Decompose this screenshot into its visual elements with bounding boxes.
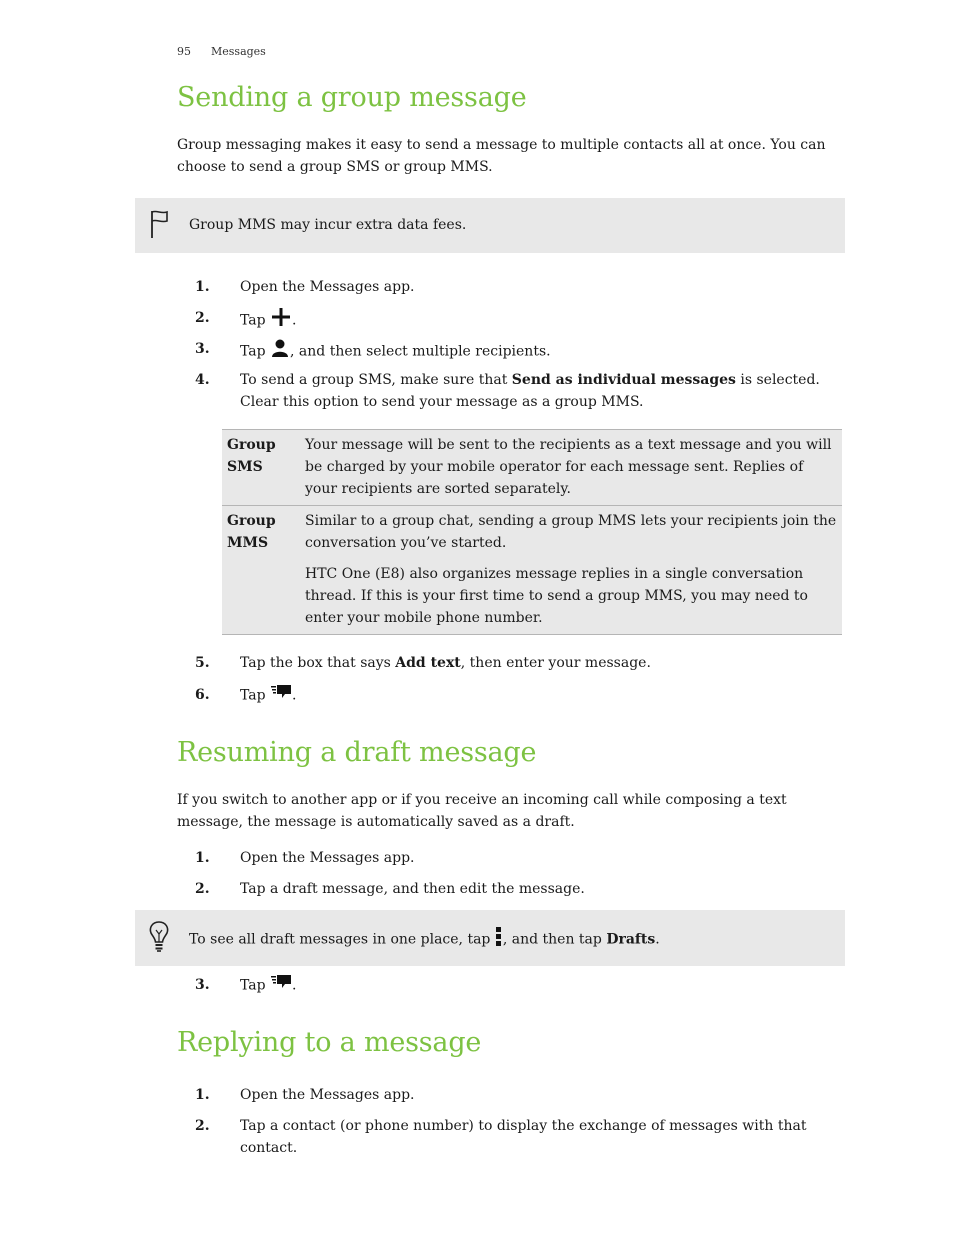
send-icon: [270, 974, 292, 997]
list-item: 2. Tap a contact (or phone number) to display the exchange of messages with that contact.: [195, 1118, 807, 1156]
list-item: 1. Open the Messages app.: [195, 1087, 415, 1103]
list-item: 2. Tap .: [195, 307, 845, 329]
lightbulb-icon: [147, 920, 171, 958]
note-box: [135, 198, 845, 253]
section-title-replying: Replying to a message: [177, 1027, 482, 1058]
list-item: 1. Open the Messages app.: [195, 850, 415, 866]
option-description: Similar to a group chat, sending a group MMS lets your recipients join the conversation you’ve started. HTC One (E8) also organizes message replies in a single conversation thread. If this is your first time to send a group MMS, you may need to enter your mobile phone number.: [305, 513, 837, 626]
tip-box: [135, 910, 845, 966]
option-label: Group MMS: [227, 513, 276, 551]
person-icon: [270, 338, 290, 365]
note-text: Group MMS may incur extra data fees.: [189, 217, 467, 233]
send-icon: [270, 684, 292, 707]
table-row: [222, 506, 842, 634]
flag-icon: [149, 208, 171, 244]
list-item: 2. Tap a draft message, and then edit the message.: [195, 881, 585, 897]
page-number: 95: [177, 45, 191, 58]
list-item: 6. Tap .: [195, 684, 845, 706]
list-item: 5. Tap the box that says Add text, then enter your message.: [195, 655, 651, 671]
list-item: 1. Open the Messages app.: [195, 279, 415, 295]
table-row: [222, 430, 842, 506]
option-description: Your message will be sent to the recipients as a text message and you will be charged by your mobile operator for each message sent. Replies of your recipients are sorted separately.: [305, 437, 832, 497]
chapter-name: Messages: [211, 45, 266, 58]
list-item: 3. Tap , and then select multiple recipients.: [195, 338, 845, 360]
option-label: Group SMS: [227, 437, 276, 475]
page-header: [177, 45, 266, 58]
section-intro-draft: If you switch to another app or if you receive an incoming call while composing a text message, the message is automatically saved as a draft.: [177, 792, 787, 830]
options-table: [222, 429, 842, 635]
plus-icon: [270, 307, 292, 334]
list-item: 3. Tap .: [195, 974, 845, 996]
tip-text: To see all draft messages in one place, tap , and then tap Drafts.: [189, 926, 660, 953]
list-item: 4. To send a group SMS, make sure that Send as individual messages is selected. Clear this option to send your message as a group MMS.: [195, 372, 820, 410]
section-intro-group: Group messaging makes it easy to send a message to multiple contacts all at once. You can choose to send a group SMS or group MMS.: [177, 137, 826, 175]
section-title-sending-group: Sending a group message: [177, 82, 527, 113]
more-vertical-icon: [495, 926, 503, 953]
section-title-resuming-draft: Resuming a draft message: [177, 737, 537, 768]
